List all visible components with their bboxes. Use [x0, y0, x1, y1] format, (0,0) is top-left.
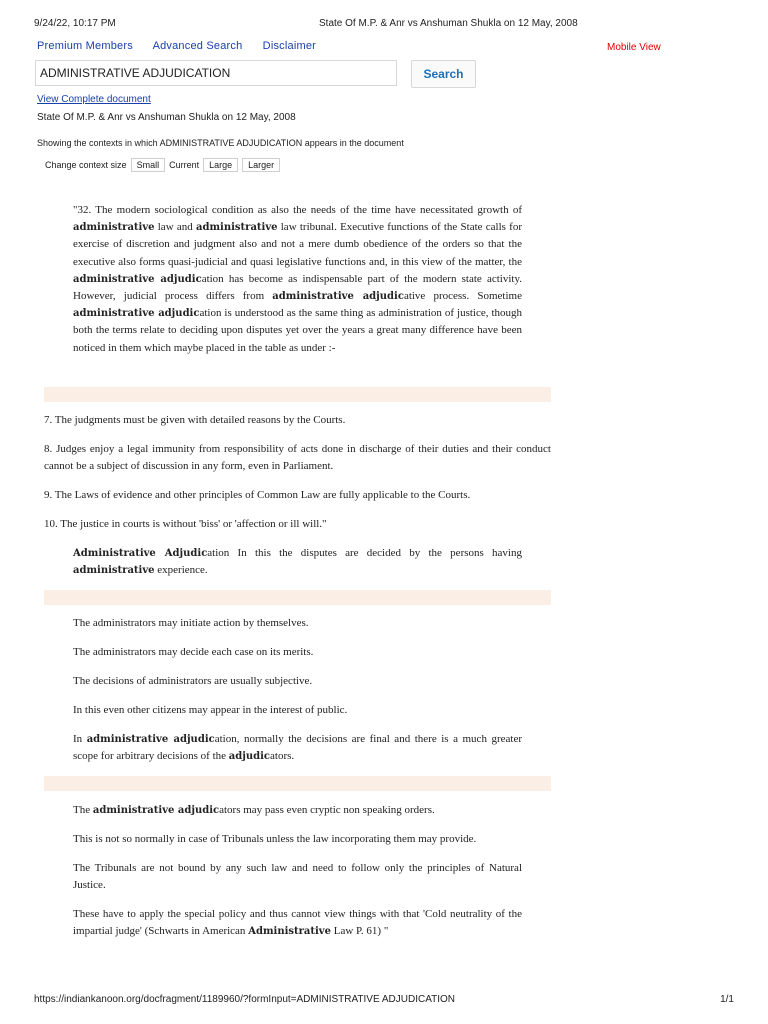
highlight-term: administrative adjudic	[86, 734, 215, 745]
point-7: 7. The judgments must be given with detailed reasons by the Courts.	[44, 414, 346, 426]
highlight-term: administrative adjudic	[92, 805, 220, 816]
highlight-term: administrative adjudic	[272, 291, 404, 303]
admin-point-cryptic: The administrative adjudicators may pass even cryptic non speaking orders.	[73, 804, 435, 816]
view-complete-document-link[interactable]: View Complete document	[37, 94, 151, 105]
context-larger-button[interactable]: Larger	[242, 158, 280, 172]
highlight-term: administrative adjudic	[73, 273, 202, 285]
mobile-view-link[interactable]: Mobile View	[607, 42, 661, 53]
admin-point-subjective: The decisions of administrators are usually subjective.	[73, 675, 313, 687]
print-url: https://indiankanoon.org/docfragment/1189960/?formInput=ADMINISTRATIVE ADJUDICATION	[34, 994, 456, 1005]
highlight-term: Administrative Adjudic	[73, 548, 208, 559]
table-separator	[44, 590, 551, 605]
point-9: 9. The Laws of evidence and other principles of Common Law are fully applicable to the Courts.	[44, 489, 471, 501]
admin-point-citizens: In this even other citizens may appear in the interest of public.	[73, 704, 348, 716]
context-current-label: Current	[169, 160, 200, 170]
highlight-term: administrative adjudic	[73, 308, 200, 320]
highlight-term: administrative	[73, 565, 155, 577]
print-footer	[34, 994, 734, 1008]
print-page-number: 1/1	[720, 994, 734, 1005]
search-button[interactable]: Search	[411, 60, 476, 88]
highlight-term: adjudic	[228, 751, 271, 763]
document-title: State Of M.P. & Anr vs Anshuman Shukla on 12 May, 2008	[37, 112, 296, 123]
highlight-term: administrative	[196, 222, 278, 234]
admin-adjudication-row: Administrative Adjudication In this the disputes are decided by the persons having administrative experience.	[73, 547, 522, 577]
premium-members-link[interactable]: Premium Members	[37, 40, 133, 52]
top-nav	[37, 40, 333, 52]
highlight-term: Administrative	[248, 926, 331, 938]
print-title: State Of M.P. & Anr vs Anshuman Shukla on 12 May, 2008	[319, 18, 578, 29]
quote-paragraph-32: "32. The modern sociological condition as also the needs of the time have necessitated growth of administrative law and administrative law tribunal. Executive functions of the State calls for exercise of discretion and judgment also and not a mere dumb obedience of the orders so that the executive also forms quasi-judicial and quasi legislative functions and, in this view of the matter, the administrative adjudication has become as indispensable part of the modern state activity. However, judicial process differs from administrative adjudicative process. Sometime administrative adjudication is understood as the same thing as administration of justice, though both the terms relate to deciding upon disputes yet over the years a great many difference have been noticed in them which maybe placed in the table as under :-	[73, 204, 523, 354]
point-10: 10. The justice in courts is without 'biss' or 'affection or ill will."	[44, 518, 327, 530]
admin-point-final: In administrative adjudication, normally the decisions are final and there is a much greater scope for arbitrary decisions of the adjudicators.	[73, 733, 522, 763]
search-input[interactable]	[35, 60, 397, 86]
table-separator	[44, 387, 551, 402]
context-large-button[interactable]: Large	[203, 158, 238, 172]
tribunals-point-special-policy: These have to apply the special policy and thus cannot view things with that 'Cold neutrality of the impartial judge' (Schwarts in American Administrative Law P. 61) "	[73, 908, 522, 938]
context-size-bar	[45, 158, 284, 172]
table-separator	[44, 776, 551, 791]
context-small-button[interactable]: Small	[131, 158, 166, 172]
advanced-search-link[interactable]: Advanced Search	[152, 40, 243, 52]
point-8: 8. Judges enjoy a legal immunity from responsibility of acts done in discharge of their duties and their conduct cannot be a subject of discussion in any form, even in Parliament.	[44, 443, 551, 473]
admin-point-initiate: The administrators may initiate action by themselves.	[73, 617, 309, 629]
context-note: Showing the contexts in which ADMINISTRATIVE ADJUDICATION appears in the document	[37, 138, 404, 148]
tribunals-point-natural-justice: The Tribunals are not bound by any such law and need to follow only the principles of Natural Justice.	[73, 862, 522, 892]
context-size-label: Change context size	[45, 160, 127, 170]
tribunals-point-law: This is not so normally in case of Tribunals unless the law incorporating them may provide.	[73, 833, 477, 845]
print-date: 9/24/22, 10:17 PM	[34, 18, 116, 29]
print-header	[34, 18, 734, 32]
highlight-term: administrative	[73, 222, 155, 234]
disclaimer-link[interactable]: Disclaimer	[262, 40, 317, 52]
admin-point-merits: The administrators may decide each case on its merits.	[73, 646, 314, 658]
